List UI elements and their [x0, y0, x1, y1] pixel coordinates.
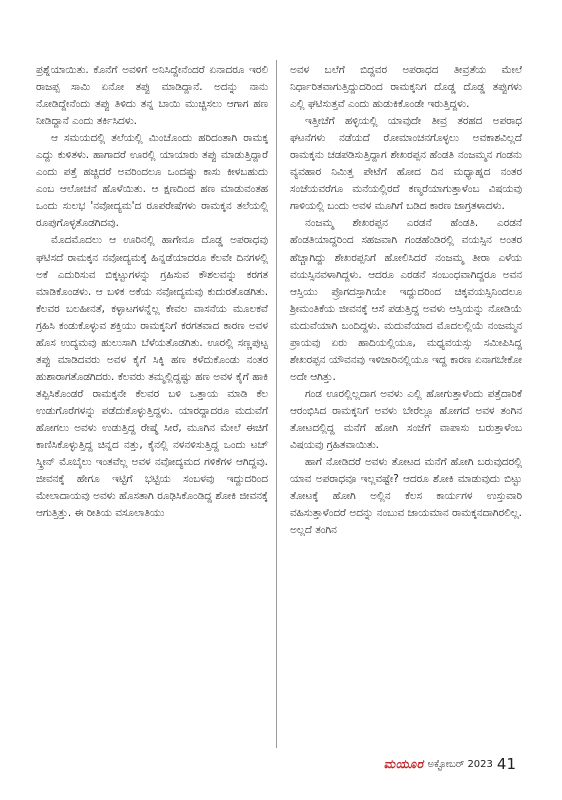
paragraph: ಮೊದಮೊದಲು ಆ ಊರಿನಲ್ಲಿ ಹಾಗೇನೂ ದೊಡ್ಡ ಅಪರಾಧವು ಘಟಿಸದೆ ರಾಮಕ್ಕನ ನವೋದ್ಯಮಕ್ಕೆ ಹಿನ್ನಡೆಯಾದರೂ ಕೆಲವೇ ದಿನಗಳಲ್ಲಿ ಅಕೆ ಎದುರಿಸುವ ಬಿಕ್ಕಟ್ಟುಗಳನ್ನು ಗ್ರಹಿಸುವ ಕೌಶಲವನ್ನು ಕರಗತ ಮಾಡಿಕೊಂಡಳು. ಆ ಬಳಿಕ ಅಕೆಯ ನವೋದ್ಯಮವು ಕುದುರತೊಡಗಿತು. ಕೆಲವರ ಬಲಹೀನತೆ, ಕಳ್ಳಾಟಗಳನ್ನೆಲ್ಲ ಕೇವಲ ವಾಸನೆಯ ಮೂಲಕವೆ ಗ್ರಹಿಸಿ ಕಂಡುಕೊಳ್ಳುವ ಶಕ್ತಿಯು ರಾಮಕ್ಕನಿಗೆ ಕರಗತವಾದ ಕಾರಣ ಅವಳ ಹೊಸ ಉದ್ಯಮವು ಹುಲುಸಾಗಿ ಬೆಳೆಯತೊಡಗಿತು. ಊರಲ್ಲಿ ಸಣ್ಣಪುಟ್ಟ ತಪ್ಪು ಮಾಡಿದವರು ಅವಳ ಕೈಗೆ ಸಿಕ್ಕಿ ಹಣ ಕಳೆದುಕೊಂಡು ನಂತರ ಹುಶಾರಾಗತೊಡಗಿದರು. ಕೆಲವರು ತಮ್ಮಲ್ಲಿದ್ದಷ್ಟು ಹಣ ಅವಳ ಕೈಗೆ ಹಾಕಿ ತಪ್ಪಿಸಿಕೊಂಡರೆ ರಾಮಕ್ಕನೇ ಕೆಲವರ ಬಳಿ ಒತ್ತಾಯ ಮಾಡಿ ಕೆಲ ಉಡುಗೊರೆಗಳನ್ನು ಪಡೆದುಕೊಳ್ಳುತ್ತಿದ್ದಳು. ಯಾರದ್ದಾದರೂ ಮದುವೆಗೆ ಹೋಗಲು ಅವಳು ಉಡುತ್ತಿದ್ದ ರೇಷ್ಮೆ ಸೀರೆ, ಮೂಗಿನ ಮೇಲೆ ಈಚಿಗೆ ಕಾಣಿಸಿಕೊಳ್ಳುತ್ತಿದ್ದ ಚಿನ್ನದ ನತ್ತು, ಕೈನಲ್ಲಿ ನಳನಳಿಸುತ್ತಿದ್ದ ಒಂದು ಟಚ್ ಸ್ಕ್ರೀನ್ ಮೊಬೈಲು ಇಂತವೆಲ್ಲ ಅವಳ ನವೋದ್ಯಮದ ಗಳಿಕೆಗಳ ಆಗಿದ್ದವು. ಜೀವನಕ್ಕೆ ಹೇಗೂ ಇಟ್ಟಿಗೆ ಭಟ್ಟಿಯ ಸಂಬಳವು ಇದ್ದುದರಿಂದ ಮೇಲಾದಾಯವು ಅವಳು ಹೊಸತಾಗಿ ರೂಢಿಸಿಕೊಂಡಿದ್ದ ಶೋಕಿ ಜೀವನಕ್ಕೆ ಆಗುತ್ತಿತ್ತು. ಈ ರೀತಿಯ ವಸೂಲಾತಿಯು [36, 234, 268, 520]
paragraph: ಆ ಸಮಯದಲ್ಲಿ ತಲೆಯಲ್ಲಿ ಮಿಂಚೊಂದು ಹರಿದಂತಾಗಿ ರಾಮಕ್ಕ ಎದ್ದು ಕುಳಿತಳು. ಹಾಗಾದರೆ ಊರಲ್ಲಿ ಯಾಯಾರು ತಪ್ಪು ಮಾಡುತ್ತಿದ್ದಾರೆ ಎಂದು ಪತ್ತೆ ಹಚ್ಚಿದರೆ ಅವರಿಂದಲೂ ಒಂದಷ್ಟು ಕಾಸು ಕೀಳಬಹುದು ಎಂಬ ಆಲೋಚನೆ ಹೊಳೆಯಿತು. ಆ ಕ್ಷಣದಿಂದ ಹಣ ಮಾಡುವಂತಹ ಒಂದು ಸುಲಭ 'ನವೋದ್ಯಮ'ದ ರೂಪರೇಷೆಗಳು ರಾಮಕ್ಕನ ತಲೆಯಲ್ಲಿ ರೂಪುಗೊಳ್ಳತೊಡಗಿದವು. [36, 132, 268, 230]
magazine-logo: ಮಯೂರ [383, 756, 424, 771]
paragraph: ನಂಜಮ್ಮ ಶೇಖರಪ್ಪನ ಎರಡನೆ ಹೆಂಡತಿ. ಎರಡನೆ ಹೆಂಡತಿಯಾದ್ದರಿಂದ ಸಹಜವಾಗಿ ಗಂಡಹೆಂಡಿರಲ್ಲಿ ವಯಸ್ಸಿನ ಅಂತರ ಹೆಚ್ಚಾಗಿದ್ದು ಶೇಖರಪ್ಪನಿಗೆ ಹೋಲಿಸಿದರೆ ನಂಜಮ್ಮ ತೀರಾ ಎಳೆಯ ವಯಸ್ಸಿನವಳಾಗಿದ್ದಳು. ಆದರೂ ಎರಡನೆ ಸಂಬಂಧವಾಗಿದ್ದರೂ ಅವನ ಆಸ್ತಿಯು ಪ್ರೊಗದಸ್ತಾಗಿಯೇ ಇದ್ದುದರಿಂದ ಚಿಕ್ಕವಯಸ್ಸಿನಿಂದಲೂ ಶ್ರೀಮಂತಿಕೆಯ ಜೀವನಕ್ಕೆ ಆಸೆ ಪಡುತ್ತಿದ್ದ ಅವಳು ಆಸ್ತಿಯನ್ನು ನೋಡಿಯೆ ಮದುವೆಯಾಗಿ ಬಂದಿದ್ದಳು. ಮದುವೆಯಾದ ಮೊದಲಲ್ಲಿಯೆ ನಂಜಮ್ಮನ ಪ್ರಾಯವು ಏರು ಹಾದಿಯಲ್ಲಿಯೂ, ಮಧ್ಯವಯಸ್ಸು ಸಮೀಪಿಸಿದ್ದ ಶೇಖರಪ್ಪನ ಯೌವನವು ಇಳಿಜಾರಿನಲ್ಲಿಯೂ ಇದ್ದ ಕಾರಣ ಏನಾಗಬೇಕೋ ಅದೇ ಆಗಿತ್ತು. [290, 217, 522, 383]
paragraph: ಗಂಡ ಊರಲ್ಲಿಲ್ಲದಾಗ ಅವಳು ಎಲ್ಲಿ ಹೋಗುತ್ತಾಳೆಂದು ಪತ್ತೆದಾರಿಕೆ ಆರಂಭಿಸಿದ ರಾಮಕ್ಕನಿಗೆ ಅವಳು ಬೇರೆಲ್ಲೂ ಹೋಗದೆ ಅವಳ ತಂಗಿನ ತೋಟದಲ್ಲಿದ್ದ ಮನೆಗೆ ಹೋಗಿ ಸಂಜೆಗೆ ವಾಪಾಸು ಬರುತ್ತಾಳೆಂಬ ವಿಷಯವು ಗ್ರಹಿತವಾಯಿತು. [290, 387, 522, 452]
page-number: 41 [496, 755, 516, 773]
right-column [290, 62, 522, 539]
paragraph: ಹಾಗೆ ನೋಡಿದರೆ ಅವಳು ತೋಟದ ಮನೆಗೆ ಹೋಗಿ ಬರುವುದರಲ್ಲಿ ಯಾವ ಅಪರಾಧವೂ ಇಲ್ಲವಷ್ಟೇ? ಆದರೂ ಶೋಕಿ ಮಾಡುವುದು ಬಿಟ್ಟು ತೋಟಕ್ಕೆ ಹೋಗಿ ಅಲ್ಲಿನ ಕೆಲಸ ಕಾರ್ಯಗಳ ಉಸ್ತುವಾರಿ ವಹಿಸುತ್ತಾಳೆಂದರೆ ಅದನ್ನು ನಂಬುವ ಜಾಯಮಾನ ರಾಮಕ್ಕನದಾಗಿರಲಿಲ್ಲ. ಅಲ್ಲದೆ ತಂಗಿನ [290, 456, 522, 537]
page-footer [384, 754, 516, 774]
left-column [36, 62, 268, 522]
paragraph: ಇತ್ತೀಚೆಗೆ ಹಳ್ಳಿಯಲ್ಲಿ ಯಾವುದೇ ತೀವ್ರ ತರಹದ ಅಪರಾಧ ಘಟನೆಗಳು ನಡೆಯದೆ ರೋಮಾಂಚನಗೊಳ್ಳಲು ಅವಕಾಶವಿಲ್ಲದೆ ರಾಮಕ್ಕನು ಚಡಪಡಿಸುತ್ತಿದ್ದಾಗ ಶೇಖರಪ್ಪನ ಹೆಂಡತಿ ನಂಜಮ್ಮನ ಗಂಡನು ವ್ಯವಹಾರ ನಿಮಿತ್ತ ಪೇಟೆಗೆ ಹೋದ ದಿನ ಮಧ್ಯಾಹ್ನದ ನಂತರ ಸಂಜೆಯವರೆಗೂ ಮನೆಯಲ್ಲಿರದೆ ಕಣ್ಮರೆಯಾಗುತ್ತಾಳೆಂಬ ವಿಷಯವು ಗಾಳಿಯಲ್ಲಿ ಬಂದು ಅವಳ ಮೂಗಿಗೆ ಬಡಿದ ಕಾರಣ ಜಾಗ್ರತಳಾದಳು. [290, 115, 522, 213]
column-divider [276, 60, 277, 748]
issue-date: ಅಕ್ಟೋಬರ್ 2023 [427, 758, 493, 770]
paragraph: ಅವಳ ಬಲೆಗೆ ಬಿದ್ದವರ ಅಪರಾಧದ ತೀವ್ರತೆಯ ಮೇಲೆ ನಿರ್ಧಾರಿತವಾಗುತ್ತಿದ್ದುದರಿಂದ ರಾಮಕ್ಕನಿಗ ದೊಡ್ಡ ದೊಡ್ಡ ತಪ್ಪುಗಳು ಎಲ್ಲಿ ಘಟಿಸುತ್ತವೆ ಎಂದು ಹುಡುಕಿಕೊಂಡೇ ಇರುತ್ತಿದ್ದಳು. [290, 64, 522, 111]
paragraph: ಪ್ರಶ್ನೆಯಾಯಿತು. ಕೊನೆಗೆ ಅವಳಿಗೆ ಅನಿಸಿದ್ದೇನೆಂದರೆ ಏನಾದರೂ ಇರಲಿ ರಾಜಪ್ಪ ಸಾಮಿ ಏನೋ ತಪ್ಪು ಮಾಡಿದ್ದಾನೆ. ಅದನ್ನು ನಾನು ನೋಡಿದ್ದೇನೆಂದು ತಪ್ಪು ತಿಳಿದು ತನ್ನ ಬಾಯಿ ಮುಚ್ಚಿಸಲು ಆಗಾಗ ಹಣ ನೀಡಿದ್ದಾನೆ ಎಂದು ತರ್ಕಿಸಿದಳು. [36, 64, 268, 128]
